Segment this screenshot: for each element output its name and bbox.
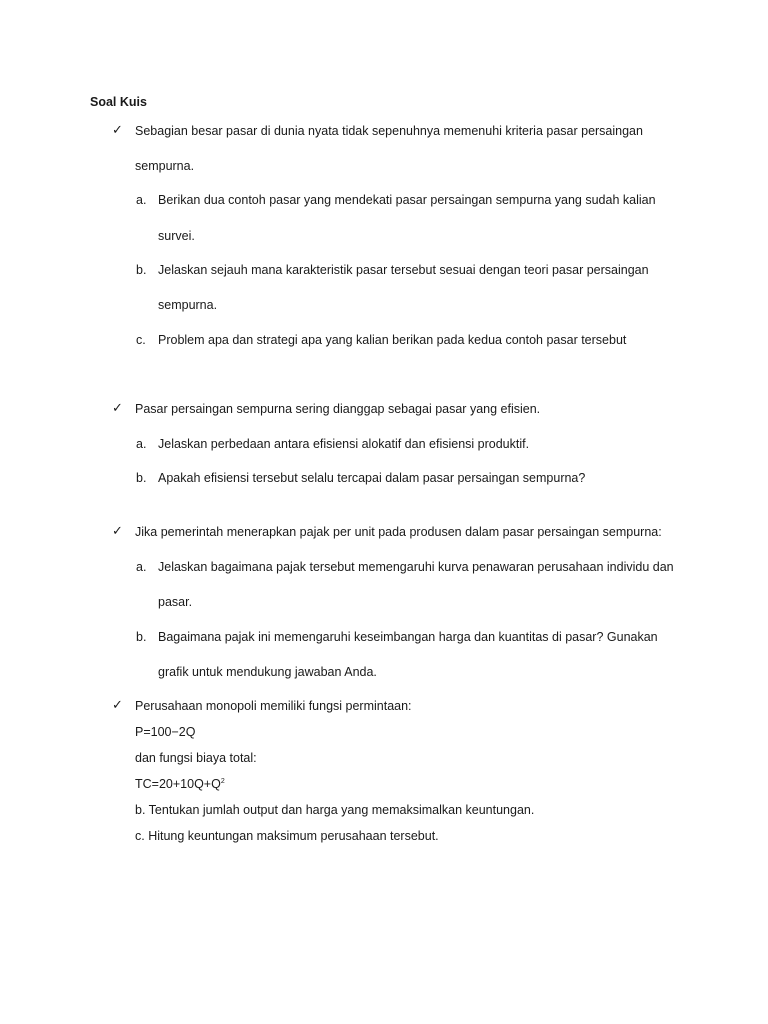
q1-c-line1: Problem apa dan strategi apa yang kalian berikan pada kedua contoh pasar tersebut [158,333,627,347]
q3-text-line1: Jika pemerintah menerapkan pajak per unit pada produsen dalam pasar persaingan sempurna: [135,525,662,539]
q3-b-line1: Bagaimana pajak ini memengaruhi keseimbangan harga dan kuantitas di pasar? Gunakan [158,630,658,644]
q1-text-line2: sempurna. [135,159,195,173]
q2-a-line1: Jelaskan perbedaan antara efisiensi alokatif dan efisiensi produktif. [158,437,530,451]
q3-b-marker: b. [136,630,147,644]
q3-a-line1: Jelaskan bagaimana pajak tersebut memengaruhi kurva penawaran perusahaan individu dan [158,560,674,574]
q1-c-marker: c. [136,333,146,347]
q4-cost-function [135,776,225,792]
q4-demand-function: P=100−2Q [135,725,196,739]
q2-b-marker: b. [136,471,147,485]
q2-text-line1: Pasar persaingan sempurna sering dianggap sebagai pasar yang efisien. [135,402,541,416]
check-mark-icon: ✓ [112,523,123,538]
q1-text-line1: Sebagian besar pasar di dunia nyata tidak sepenuhnya memenuhi kriteria pasar persaingan [135,124,643,138]
q1-b-line2: sempurna. [158,298,218,312]
q1-b-marker: b. [136,263,147,277]
check-mark-icon: ✓ [112,697,123,712]
q4-cost-exponent: 2 [220,778,225,785]
q1-a-line1: Berikan dua contoh pasar yang mendekati pasar persaingan sempurna yang sudah kalian [158,193,656,207]
q1-a-marker: a. [136,193,147,207]
q3-a-marker: a. [136,560,147,574]
q3-a-line2: pasar. [158,595,193,609]
q1-b-line1: Jelaskan sejauh mana karakteristik pasar tersebut sesuai dengan teori pasar persaingan [158,263,649,277]
q4-text-line1: Perusahaan monopoli memiliki fungsi permintaan: [135,699,412,713]
check-mark-icon: ✓ [112,122,123,137]
q4-cost-intro: dan fungsi biaya total: [135,751,257,765]
q4-part-c: c. Hitung keuntungan maksimum perusahaan tersebut. [135,829,439,843]
q3-b-line2: grafik untuk mendukung jawaban Anda. [158,665,377,679]
check-mark-icon: ✓ [112,400,123,415]
q4-part-b: b. Tentukan jumlah output dan harga yang memaksimalkan keuntungan. [135,803,535,817]
q2-b-line1: Apakah efisiensi tersebut selalu tercapai dalam pasar persaingan sempurna? [158,471,586,485]
q4-cost-base: TC=20+10Q+Q [135,777,221,791]
quiz-title: Soal Kuis [90,95,147,109]
q2-a-marker: a. [136,437,147,451]
q1-a-line2: survei. [158,229,195,243]
